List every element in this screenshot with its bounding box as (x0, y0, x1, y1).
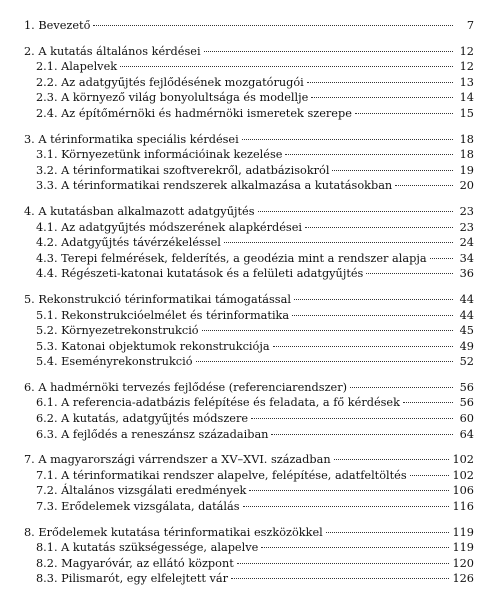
toc-section-2 (24, 44, 474, 122)
toc-entry-5-2 (24, 323, 474, 339)
dot-leader (251, 418, 453, 419)
toc-entry-page: 20 (459, 179, 474, 193)
toc-entry-title: 2.4. Az építőmérnöki és hadmérnöki ismeretek szerepe (36, 106, 352, 120)
toc-entry-5-4 (24, 354, 474, 370)
toc-entry-5-1 (24, 308, 474, 324)
toc-entry-page: 116 (452, 500, 474, 514)
toc-entry-title: 4.1. Az adatgyűjtés módszerének alapkérdései (36, 220, 303, 234)
toc-entry-title: 6.1. A referencia-adatbázis felépítése és feladata, a fő kérdések (36, 396, 400, 410)
dot-leader (311, 97, 453, 98)
toc-entry-5-3 (24, 339, 474, 355)
dot-leader (430, 258, 453, 259)
toc-entry-page: 44 (459, 292, 474, 306)
toc-entry-3-3 (24, 178, 474, 194)
toc-entry-page: 52 (459, 355, 474, 369)
dot-leader (403, 402, 453, 403)
toc-entry-title: 3.1. Környezetünk információinak kezelése (36, 148, 283, 162)
toc-entry-title: 7.3. Erődelemek vizsgálata, datálás (36, 500, 240, 514)
toc-entry-3-1 (24, 147, 474, 163)
toc-entry-8-2 (24, 556, 474, 572)
toc-entry-5 (24, 292, 474, 308)
toc-entry-title: 5.1. Rekonstrukcióelmélet és térinformatika (36, 308, 290, 322)
toc-entry-2-2 (24, 75, 474, 91)
toc-entry-6-2 (24, 411, 474, 427)
dot-leader (120, 66, 453, 67)
toc-entry-page: 119 (452, 525, 474, 539)
toc-entry-7 (24, 452, 474, 468)
toc-entry-title: 5.2. Környezetrekonstrukció (36, 324, 199, 338)
toc-entry-4-3 (24, 251, 474, 267)
toc-entry-6 (24, 380, 474, 396)
dot-leader (294, 299, 453, 300)
toc-entry-2-4 (24, 106, 474, 122)
dot-leader (271, 434, 453, 435)
dot-leader (258, 211, 454, 212)
toc-entry-page: 24 (459, 236, 474, 250)
toc-entry-title: 8. Erődelemek kutatása térinformatikai eszközökkel (24, 525, 323, 539)
toc-entry-2-3 (24, 90, 474, 106)
toc-entry-page: 36 (459, 267, 474, 281)
dot-leader (261, 547, 449, 548)
dot-leader (93, 25, 453, 26)
toc-entry-3-2 (24, 163, 474, 179)
toc-entry-page: 23 (459, 204, 474, 218)
toc-entry-3 (24, 132, 474, 148)
toc-entry-1 (24, 18, 474, 34)
toc-entry-4-2 (24, 235, 474, 251)
dot-leader (224, 242, 453, 243)
toc-entry-page: 44 (459, 308, 474, 322)
toc-entry-title: 7.2. Általános vizsgálati eredmények (36, 484, 247, 498)
dot-leader (355, 113, 453, 114)
dot-leader (332, 170, 453, 171)
dot-leader (242, 139, 453, 140)
toc-entry-page: 102 (452, 453, 474, 467)
toc-entry-2 (24, 44, 474, 60)
toc-entry-title: 2.1. Alapelvek (36, 60, 118, 74)
toc-entry-title: 5.4. Eseményrekonstrukció (36, 355, 193, 369)
toc-entry-6-3 (24, 427, 474, 443)
toc-entry-title: 1. Bevezető (24, 19, 91, 32)
toc-entry-page: 56 (459, 396, 474, 410)
toc-section-4 (24, 204, 474, 282)
toc-entry-7-3 (24, 499, 474, 515)
toc-entry-page: 34 (459, 251, 474, 265)
dot-leader (410, 475, 450, 476)
dot-leader (334, 459, 450, 460)
toc-entry-title: 5. Rekonstrukció térinformatikai támogatással (24, 292, 291, 306)
dot-leader (292, 315, 453, 316)
toc-entry-2-1 (24, 59, 474, 75)
dot-leader (237, 563, 450, 564)
dot-leader (366, 273, 453, 274)
toc-entry-page: 18 (459, 132, 474, 146)
toc-entry-page: 56 (459, 380, 474, 394)
dot-leader (273, 346, 453, 347)
dot-leader (285, 154, 453, 155)
toc-entry-page: 64 (459, 427, 474, 441)
toc-entry-title: 8.1. A kutatás szükségessége, alapelve (36, 541, 259, 555)
toc-entry-page: 18 (459, 148, 474, 162)
dot-leader (326, 532, 450, 533)
dot-leader (395, 185, 453, 186)
toc-entry-title: 2.3. A környező világ bonyolultsága és modellje (36, 91, 309, 105)
toc-section-1 (24, 18, 474, 34)
toc-entry-page: 13 (459, 75, 474, 89)
toc-entry-title: 3. A térinformatika speciális kérdései (24, 132, 239, 146)
toc-entry-8-3 (24, 571, 474, 587)
toc-entry-6-1 (24, 395, 474, 411)
toc-entry-title: 2.2. Az adatgyűjtés fejlődésének mozgatórugói (36, 75, 304, 89)
toc-entry-page: 23 (459, 220, 474, 234)
toc-entry-8 (24, 525, 474, 541)
toc-entry-page: 49 (459, 339, 474, 353)
toc-entry-title: 4. A kutatásban alkalmazott adatgyűjtés (24, 204, 255, 218)
toc-section-8 (24, 525, 474, 587)
toc-entry-page: 119 (452, 541, 474, 555)
toc-entry-title: 4.3. Terepi felmérések, felderítés, a geodézia mint a rendszer alapja (36, 251, 427, 265)
toc-entry-title: 3.2. A térinformatikai szoftverekről, adatbázisokról (36, 163, 330, 177)
toc-entry-title: 4.4. Régészeti-katonai kutatások és a felületi adatgyűjtés (36, 267, 364, 281)
toc-section-3 (24, 132, 474, 194)
toc-entry-title: 3.3. A térinformatikai rendszerek alkalmazása a kutatásokban (36, 179, 393, 193)
toc-entry-page: 12 (459, 60, 474, 74)
dot-leader (243, 506, 450, 507)
toc-entry-page: 19 (459, 163, 474, 177)
toc-entry-page: 120 (452, 556, 474, 570)
toc-entry-title: 8.2. Magyaróvár, az ellátó központ (36, 556, 234, 570)
dot-leader (202, 330, 453, 331)
toc-entry-title: 6. A hadmérnöki tervezés fejlődése (referenciarendszer) (24, 380, 348, 394)
toc-entry-7-1 (24, 468, 474, 484)
dot-leader (249, 490, 449, 491)
toc-entry-4-4 (24, 266, 474, 282)
dot-leader (231, 578, 449, 579)
toc-entry-title: 7. A magyarországi várrendszer a XV–XVI. században (24, 453, 331, 467)
toc-entry-page: 126 (452, 572, 474, 586)
dot-leader (350, 387, 453, 388)
toc-entry-page: 12 (459, 44, 474, 58)
toc-entry-7-2 (24, 483, 474, 499)
toc-entry-title: 7.1. A térinformatikai rendszer alapelve, felépítése, adatfeltöltés (36, 468, 407, 482)
dot-leader (307, 82, 453, 83)
toc-entry-page: 45 (459, 324, 474, 338)
toc-entry-title: 5.3. Katonai objektumok rekonstrukciója (36, 339, 270, 353)
toc-entry-8-1 (24, 540, 474, 556)
toc-section-5 (24, 292, 474, 370)
toc-entry-title: 6.2. A kutatás, adatgyűjtés módszere (36, 412, 249, 426)
toc-entry-title: 2. A kutatás általános kérdései (24, 44, 201, 58)
dot-leader (204, 51, 453, 52)
dot-leader (196, 361, 453, 362)
toc-section-6 (24, 380, 474, 442)
toc-entry-page: 60 (459, 412, 474, 426)
toc-entry-4-1 (24, 220, 474, 236)
toc-entry-page: 106 (452, 484, 474, 498)
toc-entry-title: 6.3. A fejlődés a reneszánsz századaiban (36, 427, 269, 441)
table-of-contents (24, 18, 474, 597)
toc-entry-page: 14 (459, 91, 474, 105)
toc-entry-page: 7 (466, 19, 474, 32)
toc-entry-title: 8.3. Pilismarót, egy elfelejtett vár (36, 572, 229, 586)
toc-entry-4 (24, 204, 474, 220)
toc-entry-page: 102 (452, 468, 474, 482)
toc-entry-title: 4.2. Adatgyűjtés távérzékeléssel (36, 236, 221, 250)
dot-leader (305, 227, 453, 228)
toc-entry-page: 15 (459, 106, 474, 120)
toc-section-7 (24, 452, 474, 514)
